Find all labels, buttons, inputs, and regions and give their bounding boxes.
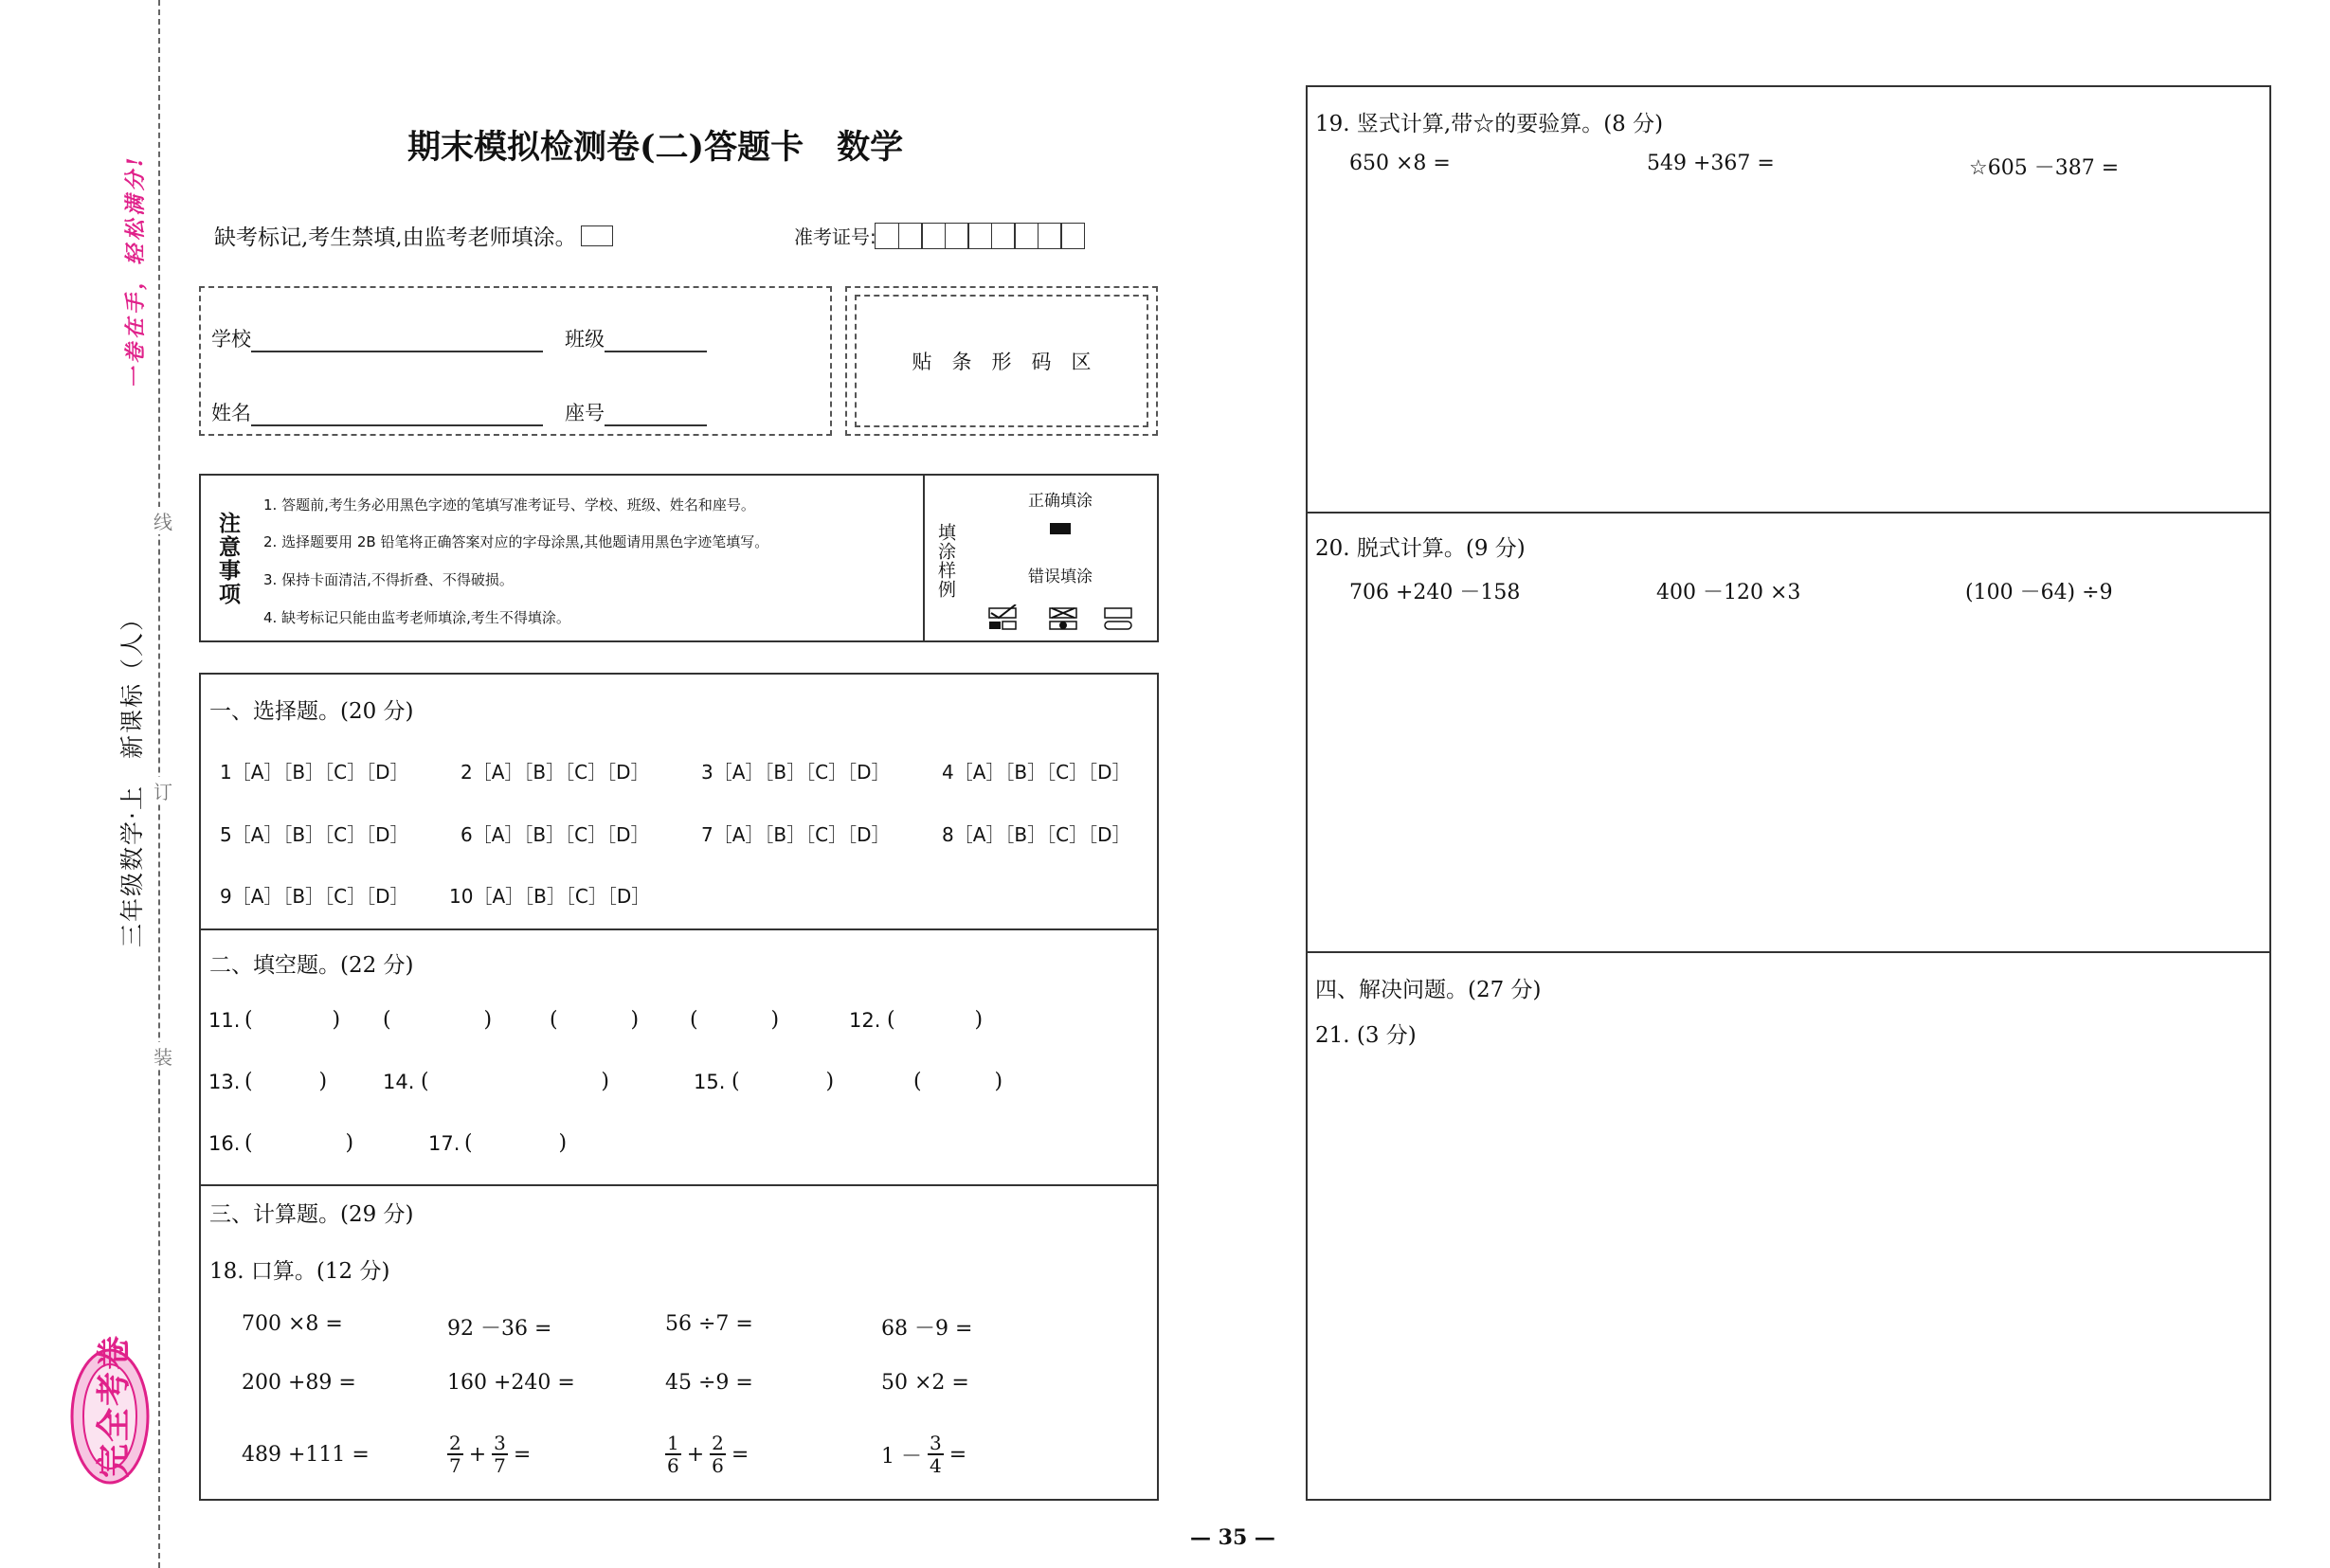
exam-id — [794, 222, 1085, 249]
q18-fraction-1[interactable]: $\frac{2}{7}$ + $\frac{3}{7}$ = — [449, 1432, 532, 1477]
mc-question-1[interactable]: 1［A］［B］［C］［D］ — [220, 761, 409, 784]
q13-blank[interactable]: ( ) — [244, 1070, 328, 1093]
section2-title: 二、填空题。(22 分) — [209, 953, 414, 978]
notice-item-2: 2. 选择题要用 2B 铅笔将正确答案对应的字母涂黑,其他题请用黑色字迹笔填写。 — [263, 533, 769, 550]
q16-blank[interactable]: ( ) — [244, 1131, 354, 1155]
q12-label: 12. — [849, 1009, 881, 1032]
cut-mark-line: 线 — [154, 507, 172, 534]
notice-title: 注意事项 — [215, 512, 240, 606]
seat-label: 座号 — [565, 402, 605, 424]
q18-item[interactable]: 489 +111 = — [242, 1443, 370, 1467]
q11-label: 11. — [208, 1009, 241, 1032]
name-field[interactable] — [211, 398, 543, 426]
section4-title: 四、解决问题。(27 分) — [1315, 978, 1542, 1002]
divider-2 — [201, 1184, 1157, 1186]
mc-question-4[interactable]: 4［A］［B］［C］［D］ — [942, 761, 1131, 784]
q11-blank-2[interactable]: ( ) — [383, 1008, 493, 1032]
mc-question-7[interactable]: 7［A］［B］［C］［D］ — [701, 823, 891, 846]
q20-item[interactable]: 706 +240 －158 — [1349, 581, 1521, 604]
correct-label: 正确填涂 — [1028, 492, 1093, 511]
q18-fraction-3[interactable]: 1 － $\frac{3}{4}$ = — [881, 1432, 967, 1477]
page-title: 期末模拟检测卷(二)答题卡 数学 — [407, 128, 904, 167]
correct-fill-sample — [1050, 523, 1071, 534]
section1-title: 一、选择题。(20 分) — [209, 699, 414, 724]
q18-item[interactable]: 92 －36 = — [447, 1317, 552, 1341]
q16-label: 16. — [208, 1132, 241, 1155]
barcode-area — [855, 295, 1148, 427]
notice-item-3: 3. 保持卡面清洁,不得折叠、不得破损。 — [263, 571, 514, 588]
q18-item[interactable]: 200 +89 = — [242, 1371, 356, 1395]
q18-fraction-2[interactable]: $\frac{1}{6}$ + $\frac{2}{6}$ = — [667, 1432, 750, 1477]
wrong-label: 错误填涂 — [1028, 568, 1093, 586]
absent-note — [214, 220, 613, 251]
divider-1 — [201, 928, 1157, 930]
q19-item[interactable]: 549 +367 = — [1647, 152, 1775, 175]
absent-note-text: 缺考标记,考生禁填,由监考老师填涂。 — [214, 225, 577, 250]
barcode-label: 贴 条 形 码 区 — [912, 351, 1092, 373]
q20-item[interactable]: (100 －64) ÷9 — [1965, 581, 2113, 604]
q13-label: 13. — [208, 1071, 241, 1093]
mc-question-3[interactable]: 3［A］［B］［C］［D］ — [701, 761, 891, 784]
divider-4 — [1308, 951, 2269, 953]
q14-label: 14. — [383, 1071, 415, 1093]
answer-box-right — [1306, 85, 2271, 1501]
q18-item[interactable]: 56 ÷7 = — [665, 1312, 753, 1336]
school-label: 学校 — [211, 328, 251, 351]
q19-item[interactable]: 650 ×8 = — [1349, 152, 1451, 175]
section3-title: 三、计算题。(29 分) — [209, 1202, 414, 1227]
notice-item-1: 1. 答题前,考生务必用黑色字迹的笔填写准考证号、学校、班级、姓名和座号。 — [263, 496, 755, 514]
cut-mark-ding: 订 — [154, 777, 172, 804]
grade-label: 三年级数学·上 新课标（人） — [118, 605, 146, 947]
divider-3 — [1308, 512, 2269, 514]
mc-question-5[interactable]: 5［A］［B］［C］［D］ — [220, 823, 409, 846]
school-field[interactable] — [211, 324, 543, 352]
cut-mark-zhuang: 装 — [154, 1042, 172, 1070]
q18-item[interactable]: 45 ÷9 = — [665, 1371, 753, 1395]
q18-title: 18. 口算。(12 分) — [209, 1259, 390, 1284]
mc-question-10[interactable]: 10［A］［B］［C］［D］ — [449, 885, 651, 908]
logo — [66, 1333, 154, 1487]
q15-blank-1[interactable]: ( ) — [732, 1070, 835, 1093]
slogan: 一卷在手，轻松满分! — [123, 153, 148, 388]
name-label: 姓名 — [211, 402, 251, 424]
q19-item[interactable]: ☆605 －387 = — [1969, 156, 2120, 180]
q14-blank[interactable]: ( ) — [421, 1070, 609, 1093]
page-number: — 35 — — [1190, 1525, 1275, 1550]
wrong-fill-samples — [987, 604, 1139, 639]
mc-question-2[interactable]: 2［A］［B］［C］［D］ — [461, 761, 650, 784]
notice-divider — [923, 474, 925, 642]
absent-checkbox[interactable] — [581, 225, 613, 246]
q12-blank[interactable]: ( ) — [887, 1008, 984, 1032]
q21-title: 21. (3 分) — [1315, 1023, 1417, 1048]
q17-blank[interactable]: ( ) — [464, 1131, 568, 1155]
logo-text: 完全考卷 — [95, 1333, 134, 1478]
q11-blank-4[interactable]: ( ) — [690, 1008, 780, 1032]
notice-item-4: 4. 缺考标记只能由监考老师填涂,考生不得填涂。 — [263, 609, 570, 626]
q18-item[interactable]: 160 +240 = — [447, 1371, 575, 1395]
q11-blank-1[interactable]: ( ) — [244, 1008, 341, 1032]
mc-question-6[interactable]: 6［A］［B］［C］［D］ — [461, 823, 650, 846]
q15-blank-2[interactable]: ( ) — [913, 1070, 1003, 1093]
q18-item[interactable]: 68 －9 = — [881, 1317, 973, 1341]
exam-id-label: 准考证号: — [794, 225, 876, 248]
sample-title: 填涂样例 — [935, 523, 956, 599]
q15-label: 15. — [694, 1071, 726, 1093]
q18-item[interactable]: 50 ×2 = — [881, 1371, 969, 1395]
mc-question-8[interactable]: 8［A］［B］［C］［D］ — [942, 823, 1131, 846]
q20-item[interactable]: 400 －120 ×3 — [1656, 581, 1801, 604]
q17-label: 17. — [428, 1132, 461, 1155]
q19-title: 19. 竖式计算,带☆的要验算。(8 分) — [1315, 112, 1664, 136]
mc-question-9[interactable]: 9［A］［B］［C］［D］ — [220, 885, 409, 908]
class-field[interactable] — [565, 324, 707, 352]
q11-blank-3[interactable]: ( ) — [550, 1008, 640, 1032]
exam-id-boxes[interactable] — [876, 223, 1086, 249]
q20-title: 20. 脱式计算。(9 分) — [1315, 536, 1526, 561]
q18-item[interactable]: 700 ×8 = — [242, 1312, 343, 1336]
seat-field[interactable] — [565, 398, 707, 426]
class-label: 班级 — [565, 328, 605, 351]
